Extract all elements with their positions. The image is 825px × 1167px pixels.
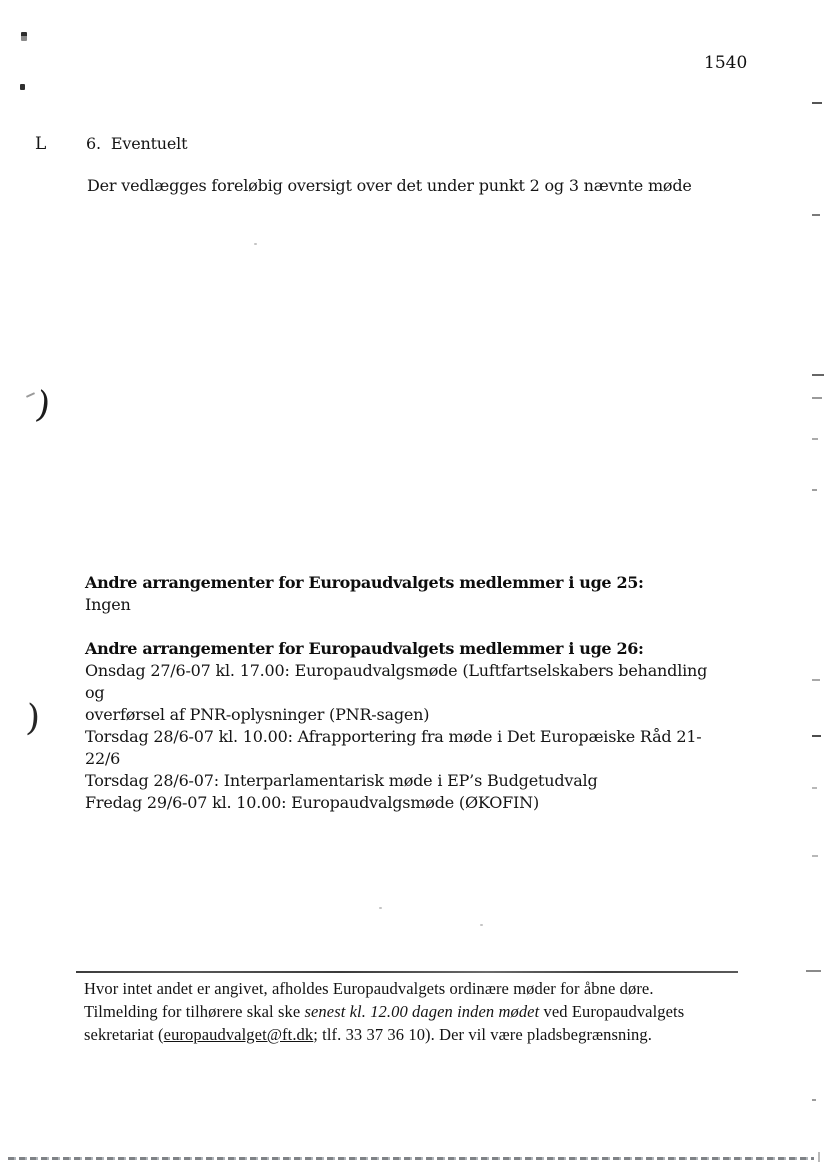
section-title: Eventuelt — [110, 134, 188, 153]
footer-line-3 — [84, 1023, 704, 1046]
week26-event-line: Fredag 29/6-07 kl. 10.00: Europaudvalgsmøde (ØKOFIN) — [85, 793, 539, 812]
section-body-text: Der vedlægges foreløbig oversigt over det under punkt 2 og 3 nævnte møde — [87, 176, 692, 195]
scan-artifact-dash — [812, 102, 822, 104]
scan-speck — [21, 32, 27, 41]
footer-line-3-post: ; tlf. 33 37 36 10). Der vil være pladsbegrænsning. — [313, 1025, 652, 1044]
scan-artifact-dash — [812, 489, 817, 491]
footer-line-2 — [84, 1000, 704, 1023]
footer-email-text: europaudvalget@ft.dk — [163, 1025, 314, 1044]
scan-artifact-dash — [812, 787, 817, 789]
scan-edge-line — [8, 1157, 814, 1160]
week25-section — [85, 572, 725, 616]
week26-event-line: Torsdag 28/6-07: Interparlamentarisk møde i EP’s Budgetudvalg — [85, 771, 598, 790]
margin-paren-mark: ) — [32, 384, 54, 427]
scan-artifact-dash — [818, 1152, 820, 1162]
scan-speck — [20, 84, 25, 90]
week26-event-line: Torsdag 28/6-07 kl. 10.00: Afrapportering fra møde i Det Europæiske Råd 21-22/6 — [85, 727, 702, 768]
scan-speck — [379, 907, 382, 909]
week25-heading: Andre arrangementer for Europaudvalgets medlemmer i uge 25: — [85, 573, 644, 592]
footer-line-1: Hvor intet andet er angivet, afholdes Europaudvalgets ordinære møder for åbne døre. — [84, 979, 654, 998]
footer-note — [84, 977, 704, 1046]
week26-section — [85, 638, 725, 814]
scan-artifact-dash — [806, 970, 821, 972]
scan-speck — [480, 924, 483, 926]
footer-divider — [76, 971, 738, 973]
scan-artifact-dash — [812, 438, 818, 440]
scan-artifact-dash — [812, 855, 818, 857]
page-number: 1540 — [704, 53, 748, 73]
footer-deadline-italic: senest kl. 12.00 dagen inden mødet — [304, 1002, 540, 1021]
scan-artifact-dash — [812, 214, 820, 216]
scan-artifact-dash — [812, 397, 822, 399]
scan-artifact-dash — [812, 679, 820, 681]
footer-line-2-pre: Tilmelding for tilhørere skal ske — [84, 1002, 305, 1021]
scan-artifact-dash — [812, 1099, 816, 1101]
week25-body: Ingen — [85, 595, 131, 614]
section-heading — [86, 133, 187, 155]
scan-artifact-dash — [812, 735, 821, 737]
margin-letter: L — [35, 134, 47, 154]
week26-event-line: Onsdag 27/6-07 kl. 17.00: Europaudvalgsmøde (Luftfartselskabers behandling og — [85, 661, 708, 702]
scan-speck — [254, 243, 257, 245]
scan-artifact-dash — [812, 374, 824, 376]
section-number: 6. — [86, 134, 101, 153]
footer-line-3-pre: sekretariat ( — [84, 1025, 164, 1044]
footer-line-2-post: ved Europaudvalgets — [539, 1002, 685, 1021]
scan-pen-tick — [26, 392, 35, 398]
margin-paren-mark: ) — [24, 697, 42, 740]
week26-heading: Andre arrangementer for Europaudvalgets medlemmer i uge 26: — [85, 639, 644, 658]
week26-event-line: overførsel af PNR-oplysninger (PNR-sagen) — [85, 705, 430, 724]
